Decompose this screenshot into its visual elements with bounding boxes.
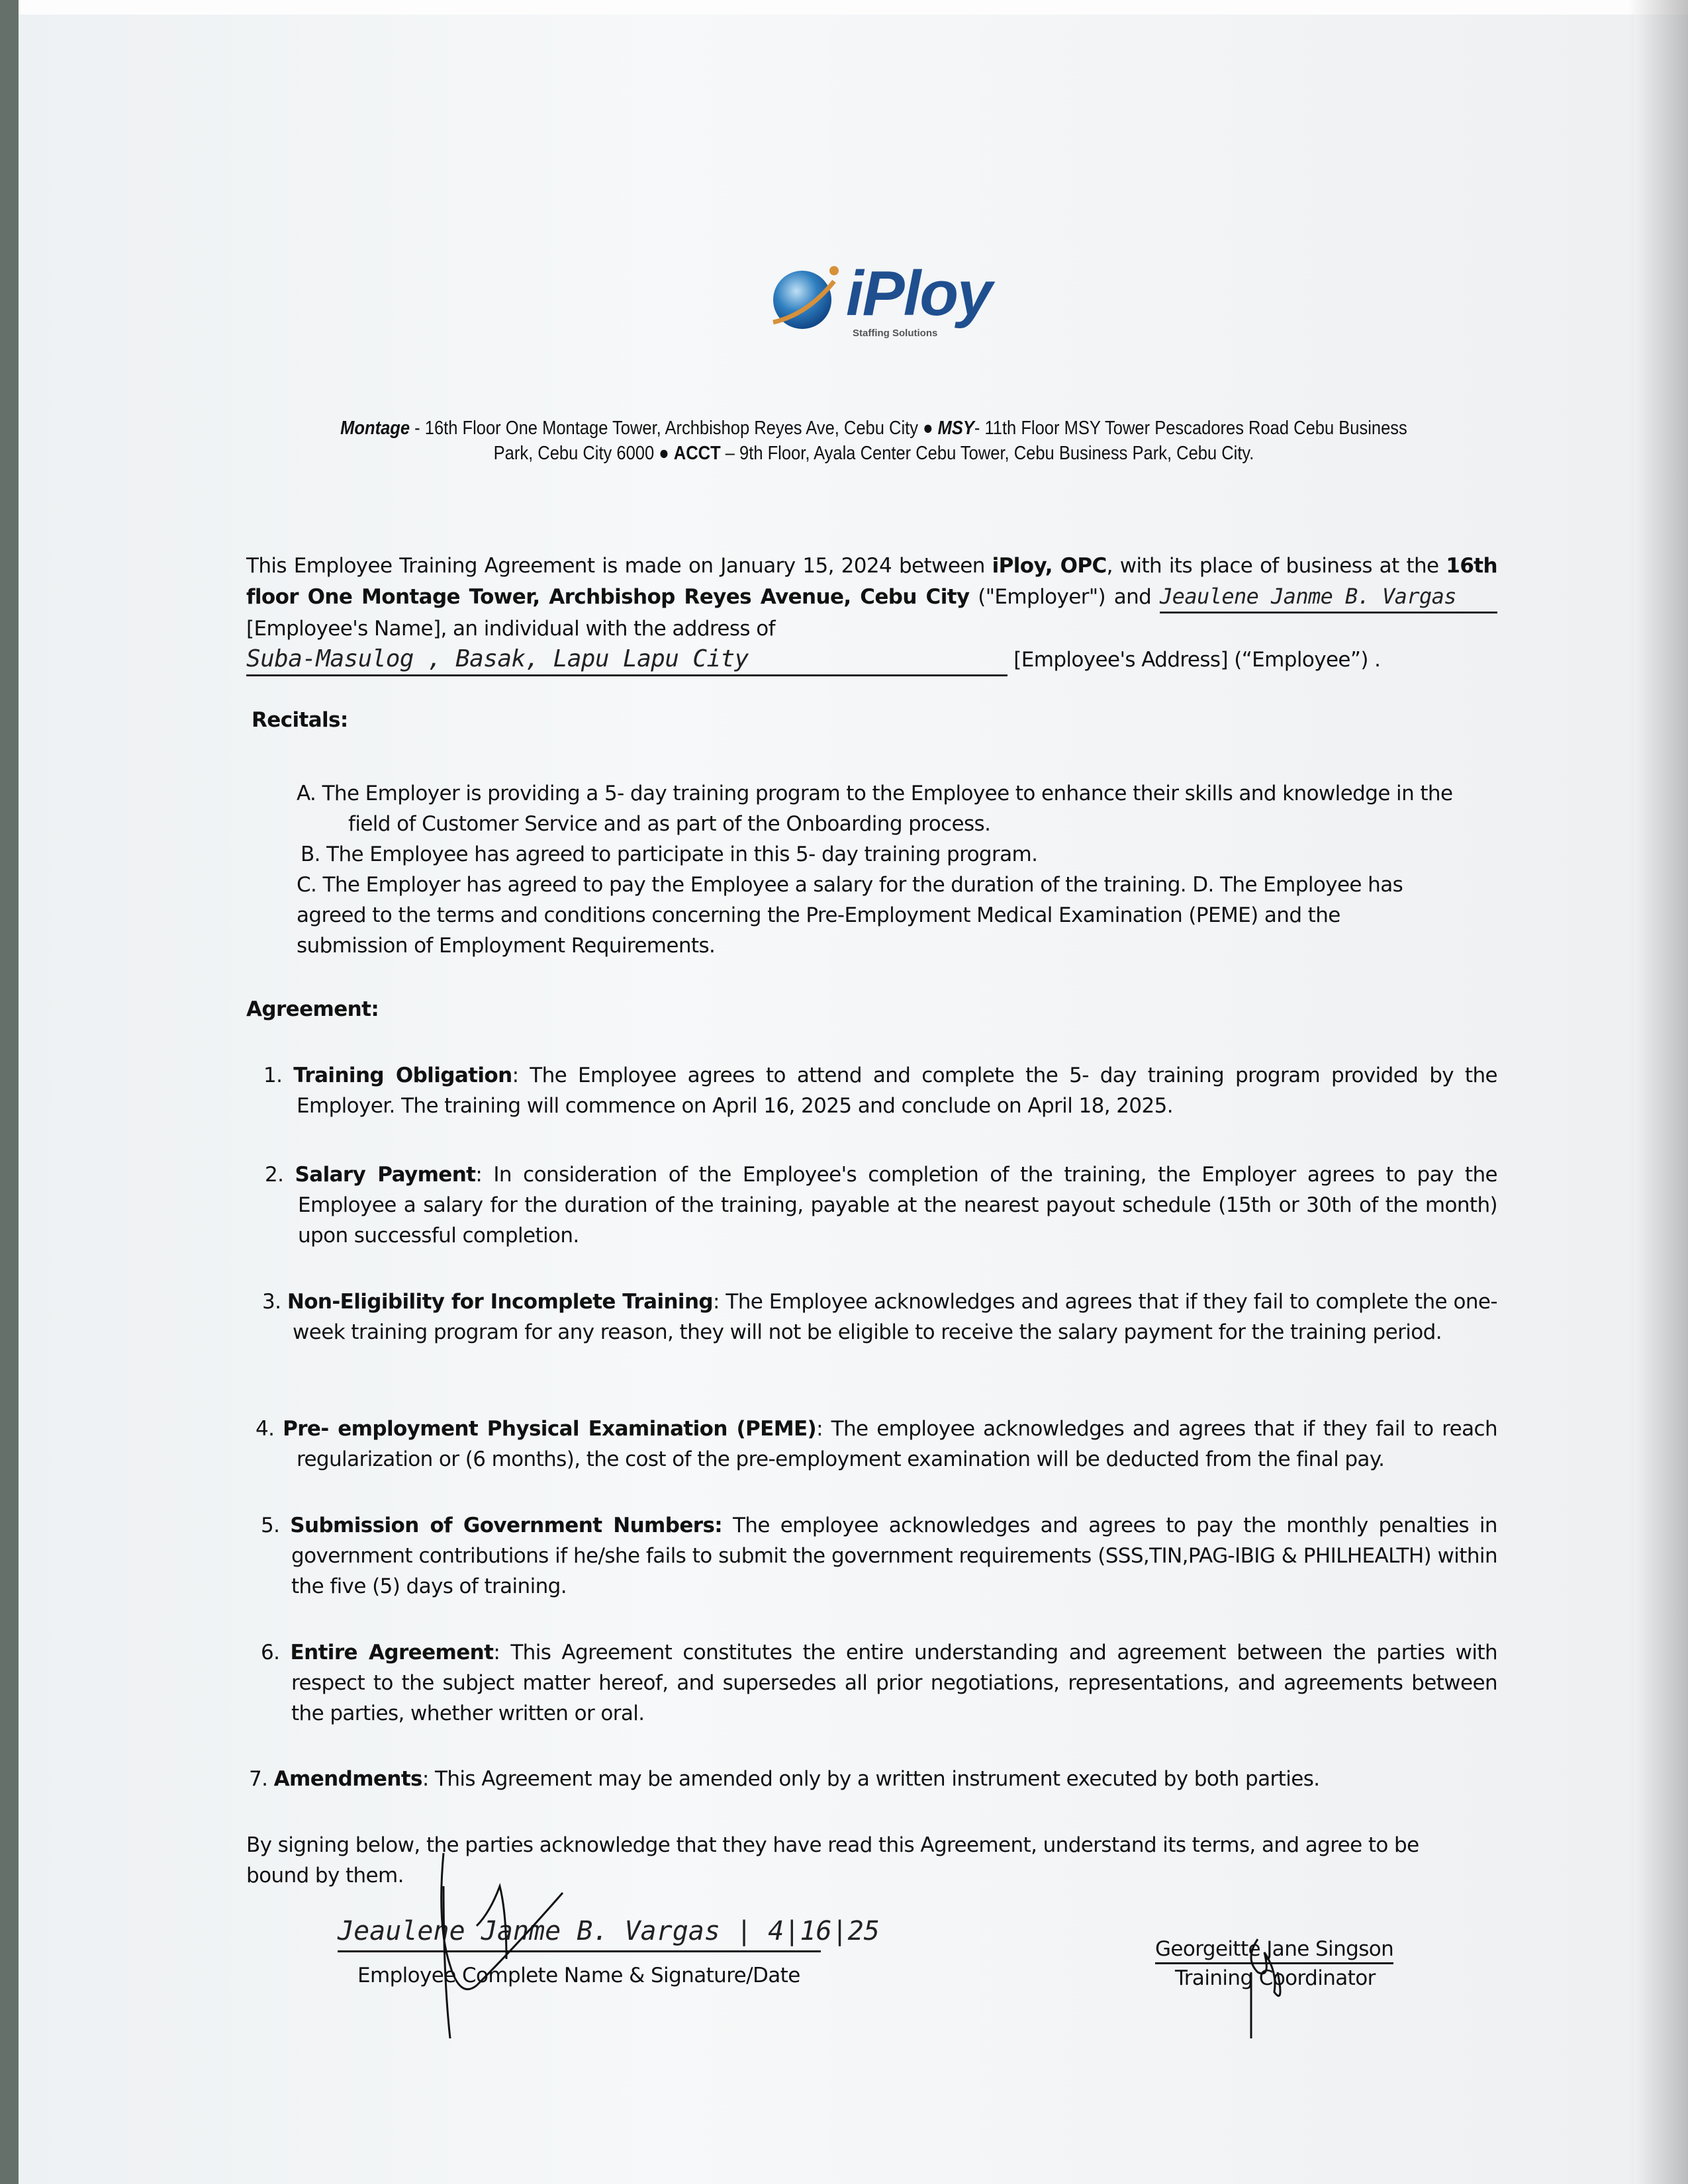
acct-address: – 9th Floor, Ayala Center Cebu Tower, Cebu Business Park, Cebu City. — [720, 443, 1254, 464]
employee-signature-line: Jeaulene Janme B. Vargas | 4|16|25 — [338, 1916, 821, 1952]
recitals-list — [297, 778, 1455, 961]
scan-shadow — [1628, 0, 1688, 2184]
item-text: : The Employee agrees to attend and complete the 5- day training program provided by the Employer. The training will commence on April 16, 2025 and conclude on April 18, 2025. — [297, 1064, 1497, 1118]
scan-top-margin — [19, 0, 1688, 15]
item-number: 1. — [263, 1064, 294, 1087]
agreement-item — [246, 1510, 1497, 1602]
employee-signature-caption: Employee Complete Name & Signature/Date — [357, 1964, 800, 1987]
intro-text: [Employee's Name], an individual with the address of — [246, 617, 775, 641]
intro-text: [Employee's Address] (“Employee”) . — [1008, 648, 1381, 672]
item-title: Non-Eligibility for Incomplete Training — [287, 1290, 714, 1314]
globe-icon — [768, 261, 847, 334]
agreement-item — [246, 1637, 1497, 1729]
item-title: Pre- employment Physical Examination (PEME) — [283, 1417, 817, 1441]
msy-label: MSY — [937, 418, 974, 439]
montage-label: Montage — [340, 418, 410, 439]
agreement-item — [246, 1414, 1497, 1475]
recital-b: B. The Employee has agreed to participate in this 5- day training program. — [301, 842, 1038, 866]
item-title: Entire Agreement — [290, 1641, 494, 1664]
recitals-heading: Recitals: — [252, 708, 348, 732]
item-number: 2. — [265, 1163, 295, 1187]
logo-wordmark: iPloy — [846, 258, 992, 329]
intro-paragraph — [246, 551, 1497, 676]
item-text: : The Employee acknowledges and agrees that if they fail to complete the one-week training program for any reason, they will not be eligible to receive the salary payment for the training period. — [293, 1290, 1497, 1344]
employee-address-field: Suba-Masulog , Basak, Lapu Lapu City — [246, 644, 1008, 676]
agreement-heading: Agreement: — [246, 997, 379, 1021]
employer-name: iPloy, OPC — [992, 554, 1107, 578]
msy-address: - 11th Floor MSY Tower Pescadores Road Cebu Business Park, Cebu City 6000 ● — [493, 418, 1407, 464]
montage-address: - 16th Floor One Montage Tower, Archbishop Reyes Ave, Cebu City ● — [410, 418, 938, 439]
header-address — [326, 416, 1421, 466]
acct-label: ACCT — [673, 443, 721, 464]
item-number: 4. — [256, 1417, 283, 1441]
item-number: 6. — [261, 1641, 291, 1664]
item-title: Amendments — [273, 1767, 422, 1791]
logo-tagline: Staffing Solutions — [853, 328, 938, 339]
item-text: : The employee acknowledges and agrees that if they fail to reach regularization or (6 months), the cost of the pre-employment examination will be deducted from the final pay. — [297, 1417, 1497, 1471]
coordinator-name: Georgeitte Jane Singson — [1155, 1936, 1393, 1964]
agreement-item — [246, 1287, 1497, 1347]
item-number: 5. — [261, 1514, 291, 1537]
scan-edge — [0, 0, 19, 2184]
agreement-item — [246, 1764, 1497, 1794]
employee-signature-mark — [344, 1846, 675, 2045]
item-text: The employee acknowledges and agrees to pay the monthly penalties in government contributions if he/she fails to submit the government requirements (SSS,TIN,PAG-IBIG & PHILHEALTH) within the five (5) days of training. — [291, 1514, 1497, 1598]
item-text: : In consideration of the Employee's completion of the training, the Employer agrees to pay the Employee a salary for the duration of the training, payable at the nearest payout schedule (15th or 30th of the month) upon successful completion. — [298, 1163, 1497, 1248]
iploy-logo — [768, 258, 993, 347]
recital-a: A. The Employer is providing a 5- day training program to the Employee to enhance their skills and knowledge in the field of Customer Service and as part of the Onboarding process. — [297, 782, 1453, 836]
item-title: Salary Payment — [295, 1163, 476, 1187]
agreement-item — [246, 1060, 1497, 1121]
agreement-item — [246, 1160, 1497, 1251]
intro-text: ("Employer") and — [969, 585, 1160, 609]
intro-text: This Employee Training Agreement is made on January 15, 2024 between — [246, 554, 992, 578]
item-text: : This Agreement may be amended only by a written instrument executed by both parties. — [422, 1767, 1320, 1791]
recital-c: C. The Employer has agreed to pay the Employee a salary for the duration of the training. D. The Employee has agreed to the terms and conditions concerning the Pre-Employment Medical Examination (PEME) and the submission of Employment Requirements. — [297, 873, 1403, 958]
item-title: Submission of Government Numbers: — [290, 1514, 723, 1537]
item-number: 3. — [262, 1290, 287, 1314]
item-number: 7. — [249, 1767, 274, 1791]
coordinator-caption: Training Coordinator — [1175, 1966, 1376, 1990]
closing-statement: By signing below, the parties acknowledge that they have read this Agreement, understand its terms, and agree to be bound by them. — [246, 1833, 1419, 1888]
employee-name-field: Jeaulene Janme B. Vargas — [1160, 581, 1497, 614]
coordinator-signature-mark — [1238, 1933, 1304, 2045]
item-text: : This Agreement constitutes the entire understanding and agreement between the parties with respect to the subject matter hereof, and supersedes all prior negotiations, representations, and agreements between the parties, whether written or oral. — [291, 1641, 1498, 1725]
employer-address: 16th floor One Montage Tower, Archbishop Reyes Avenue, Cebu City — [246, 554, 1497, 609]
intro-text: , with its place of business at the — [1106, 554, 1446, 578]
item-title: Training Obligation — [293, 1064, 512, 1087]
